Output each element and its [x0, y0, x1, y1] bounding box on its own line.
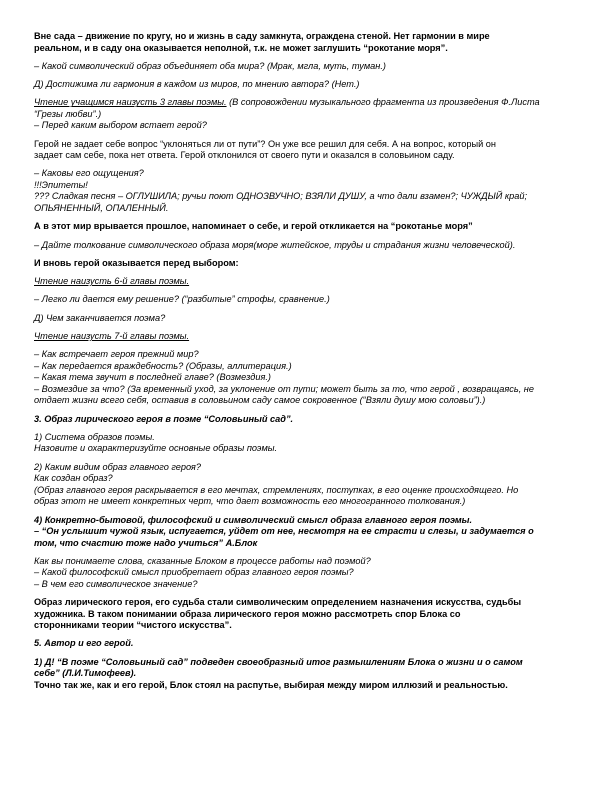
text-line: – Какой философский смысл приобретает образ главного героя поэмы?	[34, 567, 354, 578]
item-meaning-quote	[34, 515, 578, 550]
text-line: – В чем его символическое значение?	[34, 578, 198, 589]
text-line: Герой не задает себе вопрос “уклоняться ли от пути”? Он уже все решил для себя. А на вопрос, который он	[34, 138, 496, 149]
text-line: Д) Достижима ли гармония в каждом из миров, по мнению автора? (Нет.)	[34, 79, 360, 90]
text-line: сторонниками теории “чистого искусства”.	[34, 620, 232, 631]
text-line: (Образ главного героя раскрывается в его мечтах, стремлениях, поступках, в его оценке происходящего. Но	[34, 484, 519, 495]
text-line: Точно так же, как и его герой, Блок стоял на распутье, выбирая между миром иллюзий и реальностью.	[34, 679, 508, 690]
text-line: А в этот мир врывается прошлое, напоминает о себе, и герой откликается на “рокотанье моря”	[34, 221, 473, 232]
text-line: Как создан образ?	[34, 473, 113, 484]
question-harmony	[34, 79, 578, 91]
text-line: 2) Каким видим образ главного героя?	[34, 461, 201, 472]
question-sea-image	[34, 240, 578, 252]
item-main-hero-image	[34, 462, 578, 508]
paragraph-past-intrudes	[34, 221, 578, 233]
text-line: 3. Образ лирического героя в поэме “Соловьиный сад”.	[34, 413, 294, 424]
item-system-of-images	[34, 432, 578, 455]
text-line: – Какая тема звучит в последней главе? (Возмездия.)	[34, 372, 271, 383]
paragraph-choice-again	[34, 258, 578, 270]
question-poem-end	[34, 313, 578, 325]
reading-chapter-3	[34, 97, 578, 132]
text-line: ??? Сладкая песня – ОГЛУШИЛА; ручьи поют ОДНОЗВУЧНО; ВЗЯЛИ ДУШУ, а что дали взамен?; ЧУЖДЫЙ край;	[34, 191, 528, 202]
text-line: Чтение наизусть 7-й главы поэмы.	[34, 331, 190, 342]
text-line: И вновь герой оказывается перед выбором:	[34, 257, 239, 268]
reading-note: (В сопровождении музыкального фрагмента из произведения Ф.Листа	[226, 97, 540, 108]
text-line: образ этот не имеет конкретных черт, что дает возможность его многогранного толкования.)	[34, 496, 466, 507]
section-heading-5	[34, 638, 578, 650]
text-line: Чтение наизусть 6-й главы поэмы.	[34, 276, 190, 287]
text-line: 5. Автор и его герой.	[34, 638, 134, 649]
reading-chapter-6	[34, 276, 578, 288]
paragraph-hero-choice	[34, 139, 578, 162]
text-line: Д) Чем заканчивается поэма?	[34, 312, 166, 323]
text-line: – Возмездие за что? (За временный уход, за уклонение от пути; может быть за то, что герой , возвращаясь, не	[34, 383, 534, 394]
text-line: – Как передается враждебность? (Образы, аллитерация.)	[34, 360, 292, 371]
paragraph-garden-closed	[34, 31, 578, 54]
text-line: Как вы понимаете слова, сказанные Блоком в процессе работы над поэмой?	[34, 555, 371, 566]
text-line: – Легко ли дается ему решение? (“разбитые” строфы, сравнение.)	[34, 294, 330, 305]
text-line: Вне сада – движение по кругу, но и жизнь в саду замкнута, ограждена стеной. Нет гармонии в мире	[34, 31, 490, 41]
text-line: – Какой символический образ объединяет оба мира? (Мрак, мгла, муть, туман.)	[34, 60, 386, 71]
question-decision	[34, 294, 578, 306]
text-line: отдает жизни всего себя, оставив в соловьином саду самое сокровенное (“Взяли душу мою соловьи”).)	[34, 395, 486, 406]
paragraph-art-purpose	[34, 597, 578, 632]
paragraph-author-and-hero	[34, 657, 578, 692]
reading-instruction: Чтение учащимся наизусть 3 главы поэмы.	[34, 97, 227, 108]
text-line: 1) Д! “В поэме “Соловьиный сад” подведен своеобразный итог размышлениям Блока о жизни и о самом	[34, 656, 523, 667]
questions-former-world	[34, 349, 578, 407]
text-line: ОПЬЯНЕННЫЙ, ОПАЛЕННЫЙ.	[34, 202, 169, 213]
text-line: “Грезы любви”.)	[34, 108, 102, 119]
text-line: 1) Система образов поэмы.	[34, 431, 155, 442]
text-line: том, что счастию тоже надо учиться” А.Блок	[34, 537, 258, 548]
text-line: Назовите и охарактеризуйте основные образы поэмы.	[34, 443, 278, 454]
text-line: 4) Конкретно-бытовой, философский и символический смысл образа главного героя поэмы.	[34, 514, 473, 525]
question-symbolic-image	[34, 61, 578, 73]
text-line: задает сам себе, пока нет ответа. Герой отклонился от своего пути и оказался в соловьином саду.	[34, 150, 455, 161]
text-line: – Как встречает героя прежний мир?	[34, 349, 199, 360]
text-line	[34, 97, 578, 109]
text-line: Образ лирического героя, его судьба стали символическим определением назначения искусства, судьбы	[34, 597, 522, 608]
questions-blok-words	[34, 556, 578, 591]
section-heading-3	[34, 414, 578, 426]
text-line: – Каковы его ощущения?	[34, 168, 144, 179]
text-line: художника. В таком понимании образа лирического героя можно рассмотреть спор Блока со	[34, 608, 461, 619]
epithets-block	[34, 168, 578, 214]
text-line: – Дайте толкование символического образа моря(море житейское, труды и страдания жизни человеческой).	[34, 239, 516, 250]
text-line: – Перед каким выбором встает герой?	[34, 120, 207, 131]
reading-chapter-7	[34, 331, 578, 343]
text-line: !!!Эпитеты!	[34, 179, 88, 190]
text-line: – “Он услышит чужой язык, испугается, уйдет от нее, несмотря на ее страсти и слезы, и задумается о	[34, 526, 534, 537]
text-line: реальном, и в саду она оказывается неполной, т.к. не может заглушить “рокотание моря”.	[34, 42, 448, 53]
text-line: себе” (Л.И.Тимофеев).	[34, 668, 137, 679]
